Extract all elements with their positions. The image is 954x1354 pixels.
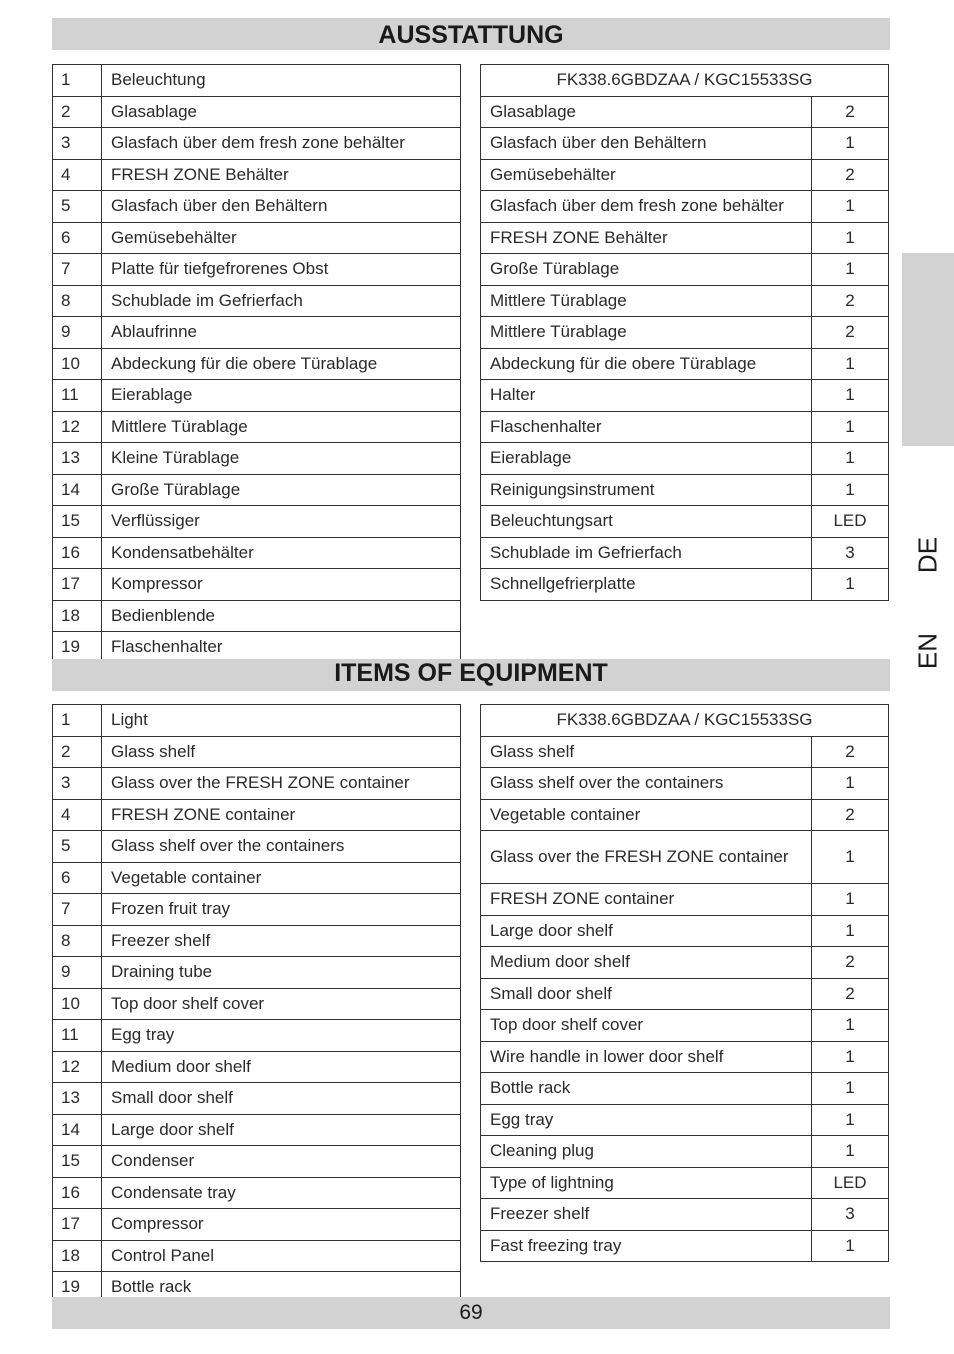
item-number: 8 xyxy=(53,285,102,317)
item-label: Large door shelf xyxy=(102,1114,461,1146)
item-number: 1 xyxy=(53,705,102,737)
item-number: 2 xyxy=(53,96,102,128)
en-parts-row xyxy=(53,705,461,737)
item-label: Reinigungsinstrument xyxy=(481,474,812,506)
item-quantity: 1 xyxy=(812,1010,889,1042)
item-quantity: 1 xyxy=(812,1073,889,1105)
en-quantity-row xyxy=(481,1199,889,1231)
item-label: Glass over the FRESH ZONE container xyxy=(481,831,812,884)
item-label: FRESH ZONE Behälter xyxy=(102,159,461,191)
item-quantity: 1 xyxy=(812,1230,889,1262)
item-label: Glasfach über dem fresh zone behälter xyxy=(102,128,461,160)
en-parts-row xyxy=(53,1114,461,1146)
item-quantity: 1 xyxy=(812,569,889,601)
item-label: Control Panel xyxy=(102,1240,461,1272)
item-quantity: 1 xyxy=(812,191,889,223)
en-quantity-row xyxy=(481,1136,889,1168)
de-quantity-row xyxy=(481,285,889,317)
item-label: Kleine Türablage xyxy=(102,443,461,475)
item-quantity: 1 xyxy=(812,128,889,160)
en-parts-row xyxy=(53,1020,461,1052)
de-quantity-row xyxy=(481,128,889,160)
language-label-de: DE xyxy=(912,536,943,574)
en-parts-row xyxy=(53,1146,461,1178)
item-quantity: 1 xyxy=(812,884,889,916)
item-label: Frozen fruit tray xyxy=(102,894,461,926)
de-quantity-table xyxy=(480,64,889,601)
item-label: Vegetable container xyxy=(102,862,461,894)
en-parts-row xyxy=(53,1051,461,1083)
en-model-header-row xyxy=(481,705,889,737)
item-quantity: 1 xyxy=(812,831,889,884)
en-parts-row xyxy=(53,831,461,863)
item-number: 9 xyxy=(53,957,102,989)
en-quantity-row xyxy=(481,1167,889,1199)
item-label: FRESH ZONE container xyxy=(481,884,812,916)
de-parts-row xyxy=(53,285,461,317)
item-label: Glass over the FRESH ZONE container xyxy=(102,768,461,800)
item-number: 1 xyxy=(53,65,102,97)
item-number: 13 xyxy=(53,1083,102,1115)
en-quantity-row xyxy=(481,1041,889,1073)
en-parts-row xyxy=(53,799,461,831)
de-parts-row xyxy=(53,159,461,191)
item-label: Top door shelf cover xyxy=(102,988,461,1020)
item-label: Schublade im Gefrierfach xyxy=(102,285,461,317)
de-parts-row xyxy=(53,348,461,380)
item-number: 6 xyxy=(53,862,102,894)
de-parts-row xyxy=(53,569,461,601)
de-quantity-row xyxy=(481,254,889,286)
de-parts-row xyxy=(53,317,461,349)
de-quantity-row xyxy=(481,380,889,412)
item-number: 14 xyxy=(53,1114,102,1146)
item-number: 3 xyxy=(53,128,102,160)
item-number: 5 xyxy=(53,191,102,223)
item-number: 7 xyxy=(53,254,102,286)
en-quantity-row xyxy=(481,736,889,768)
item-label: Wire handle in lower door shelf xyxy=(481,1041,812,1073)
item-label: Abdeckung für die obere Türablage xyxy=(102,348,461,380)
en-quantity-row xyxy=(481,1104,889,1136)
item-label: Glasablage xyxy=(102,96,461,128)
item-label: Glasfach über den Behältern xyxy=(102,191,461,223)
item-number: 12 xyxy=(53,411,102,443)
item-number: 11 xyxy=(53,380,102,412)
en-quantity-table xyxy=(480,704,889,1262)
item-label: Small door shelf xyxy=(481,978,812,1010)
item-label: Kompressor xyxy=(102,569,461,601)
de-quantity-row xyxy=(481,443,889,475)
item-quantity: 1 xyxy=(812,474,889,506)
item-label: Cleaning plug xyxy=(481,1136,812,1168)
de-quantity-row xyxy=(481,159,889,191)
en-parts-row xyxy=(53,1177,461,1209)
item-label: Verflüssiger xyxy=(102,506,461,538)
item-label: Freezer shelf xyxy=(481,1199,812,1231)
item-label: Glass shelf xyxy=(102,736,461,768)
item-number: 2 xyxy=(53,736,102,768)
item-number: 18 xyxy=(53,1240,102,1272)
item-number: 6 xyxy=(53,222,102,254)
de-quantity-row xyxy=(481,348,889,380)
item-quantity: 1 xyxy=(812,1136,889,1168)
item-label: Mittlere Türablage xyxy=(481,285,812,317)
en-quantity-row xyxy=(481,1073,889,1105)
de-parts-row xyxy=(53,128,461,160)
item-label: Platte für tiefgefrorenes Obst xyxy=(102,254,461,286)
en-parts-row xyxy=(53,1083,461,1115)
de-parts-row xyxy=(53,222,461,254)
item-label: Flaschenhalter xyxy=(102,632,461,664)
item-label: Medium door shelf xyxy=(481,947,812,979)
item-label: Top door shelf cover xyxy=(481,1010,812,1042)
item-label: Glass shelf over the containers xyxy=(102,831,461,863)
item-quantity: 3 xyxy=(812,1199,889,1231)
item-number: 15 xyxy=(53,1146,102,1178)
item-label: Vegetable container xyxy=(481,799,812,831)
en-model-header: FK338.6GBDZAA / KGC15533SG xyxy=(481,705,889,737)
item-label: Light xyxy=(102,705,461,737)
item-number: 4 xyxy=(53,159,102,191)
item-label: Mittlere Türablage xyxy=(481,317,812,349)
item-quantity: LED xyxy=(812,506,889,538)
item-quantity: 1 xyxy=(812,411,889,443)
en-numbered-parts-table xyxy=(52,704,461,1304)
item-label: FRESH ZONE container xyxy=(102,799,461,831)
en-parts-row xyxy=(53,862,461,894)
de-numbered-parts-table xyxy=(52,64,461,664)
en-quantity-row xyxy=(481,1010,889,1042)
de-quantity-row xyxy=(481,191,889,223)
de-parts-row xyxy=(53,474,461,506)
item-label: Schublade im Gefrierfach xyxy=(481,537,812,569)
item-label: Compressor xyxy=(102,1209,461,1241)
section-title-items-of-equipment: ITEMS OF EQUIPMENT xyxy=(52,659,890,691)
item-label: Egg tray xyxy=(102,1020,461,1052)
item-quantity: 2 xyxy=(812,947,889,979)
item-quantity: 1 xyxy=(812,348,889,380)
en-parts-row xyxy=(53,957,461,989)
item-number: 14 xyxy=(53,474,102,506)
item-label: Fast freezing tray xyxy=(481,1230,812,1262)
item-label: Bedienblende xyxy=(102,600,461,632)
de-parts-row xyxy=(53,537,461,569)
item-number: 5 xyxy=(53,831,102,863)
item-label: Glass shelf xyxy=(481,736,812,768)
item-number: 11 xyxy=(53,1020,102,1052)
item-quantity: 2 xyxy=(812,736,889,768)
item-label: Large door shelf xyxy=(481,915,812,947)
item-label: Egg tray xyxy=(481,1104,812,1136)
item-number: 17 xyxy=(53,1209,102,1241)
item-number: 17 xyxy=(53,569,102,601)
de-parts-row xyxy=(53,65,461,97)
item-label: Mittlere Türablage xyxy=(102,411,461,443)
language-tab xyxy=(902,253,954,670)
de-parts-row xyxy=(53,254,461,286)
item-label: Small door shelf xyxy=(102,1083,461,1115)
item-label: Medium door shelf xyxy=(102,1051,461,1083)
item-quantity: 2 xyxy=(812,159,889,191)
de-model-header-row xyxy=(481,65,889,97)
en-parts-row xyxy=(53,1209,461,1241)
item-quantity: 3 xyxy=(812,537,889,569)
en-quantity-row xyxy=(481,915,889,947)
item-label: Draining tube xyxy=(102,957,461,989)
item-quantity: 2 xyxy=(812,317,889,349)
de-model-header: FK338.6GBDZAA / KGC15533SG xyxy=(481,65,889,97)
item-number: 16 xyxy=(53,1177,102,1209)
item-number: 8 xyxy=(53,925,102,957)
en-quantity-row xyxy=(481,884,889,916)
en-parts-row xyxy=(53,1240,461,1272)
item-number: 15 xyxy=(53,506,102,538)
item-label: Freezer shelf xyxy=(102,925,461,957)
de-parts-row xyxy=(53,600,461,632)
item-quantity: 1 xyxy=(812,915,889,947)
de-parts-row xyxy=(53,506,461,538)
en-quantity-row xyxy=(481,831,889,884)
de-quantity-row xyxy=(481,537,889,569)
item-label: Ablaufrinne xyxy=(102,317,461,349)
de-quantity-row xyxy=(481,411,889,443)
item-quantity: 1 xyxy=(812,443,889,475)
item-number: 10 xyxy=(53,988,102,1020)
item-quantity: 2 xyxy=(812,978,889,1010)
item-quantity: 1 xyxy=(812,254,889,286)
item-label: Eierablage xyxy=(102,380,461,412)
item-label: Beleuchtung xyxy=(102,65,461,97)
item-number: 12 xyxy=(53,1051,102,1083)
item-label: Flaschenhalter xyxy=(481,411,812,443)
language-label-en: EN xyxy=(912,632,943,670)
en-parts-row xyxy=(53,894,461,926)
de-quantity-row xyxy=(481,474,889,506)
item-label: Halter xyxy=(481,380,812,412)
de-parts-row xyxy=(53,380,461,412)
item-number: 13 xyxy=(53,443,102,475)
item-quantity: 1 xyxy=(812,768,889,800)
en-parts-row xyxy=(53,988,461,1020)
de-parts-row xyxy=(53,443,461,475)
en-quantity-row xyxy=(481,768,889,800)
item-number: 19 xyxy=(53,632,102,664)
item-label: Eierablage xyxy=(481,443,812,475)
item-quantity: 2 xyxy=(812,96,889,128)
de-quantity-row xyxy=(481,222,889,254)
en-quantity-row xyxy=(481,799,889,831)
item-label: Abdeckung für die obere Türablage xyxy=(481,348,812,380)
de-parts-row xyxy=(53,96,461,128)
en-parts-row xyxy=(53,736,461,768)
item-number: 7 xyxy=(53,894,102,926)
item-label: Glass shelf over the containers xyxy=(481,768,812,800)
item-label: Bottle rack xyxy=(102,1272,461,1304)
item-label: Bottle rack xyxy=(481,1073,812,1105)
item-number: 3 xyxy=(53,768,102,800)
item-label: Gemüsebehälter xyxy=(102,222,461,254)
item-label: Glasfach über dem fresh zone behälter xyxy=(481,191,812,223)
item-number: 18 xyxy=(53,600,102,632)
de-quantity-row xyxy=(481,96,889,128)
section-title-ausstattung: AUSSTATTUNG xyxy=(52,18,890,50)
en-parts-row xyxy=(53,925,461,957)
item-label: Glasablage xyxy=(481,96,812,128)
item-number: 19 xyxy=(53,1272,102,1304)
item-label: Type of lightning xyxy=(481,1167,812,1199)
de-quantity-row xyxy=(481,506,889,538)
item-quantity: 1 xyxy=(812,380,889,412)
item-label: Große Türablage xyxy=(481,254,812,286)
item-label: Schnellgefrierplatte xyxy=(481,569,812,601)
item-quantity: 2 xyxy=(812,285,889,317)
item-label: Gemüsebehälter xyxy=(481,159,812,191)
item-number: 16 xyxy=(53,537,102,569)
item-label: Glasfach über den Behältern xyxy=(481,128,812,160)
en-parts-row xyxy=(53,768,461,800)
item-number: 10 xyxy=(53,348,102,380)
de-quantity-row xyxy=(481,317,889,349)
item-number: 4 xyxy=(53,799,102,831)
item-quantity: 1 xyxy=(812,1041,889,1073)
item-label: Condensate tray xyxy=(102,1177,461,1209)
de-parts-row xyxy=(53,191,461,223)
en-quantity-row xyxy=(481,947,889,979)
item-label: Condenser xyxy=(102,1146,461,1178)
item-label: FRESH ZONE Behälter xyxy=(481,222,812,254)
item-label: Beleuchtungsart xyxy=(481,506,812,538)
item-quantity: 1 xyxy=(812,222,889,254)
item-label: Große Türablage xyxy=(102,474,461,506)
item-label: Kondensatbehälter xyxy=(102,537,461,569)
item-quantity: LED xyxy=(812,1167,889,1199)
de-parts-row xyxy=(53,411,461,443)
de-quantity-row xyxy=(481,569,889,601)
item-number: 9 xyxy=(53,317,102,349)
page-number: 69 xyxy=(52,1297,890,1329)
item-quantity: 2 xyxy=(812,799,889,831)
item-quantity: 1 xyxy=(812,1104,889,1136)
en-quantity-row xyxy=(481,1230,889,1262)
en-quantity-row xyxy=(481,978,889,1010)
